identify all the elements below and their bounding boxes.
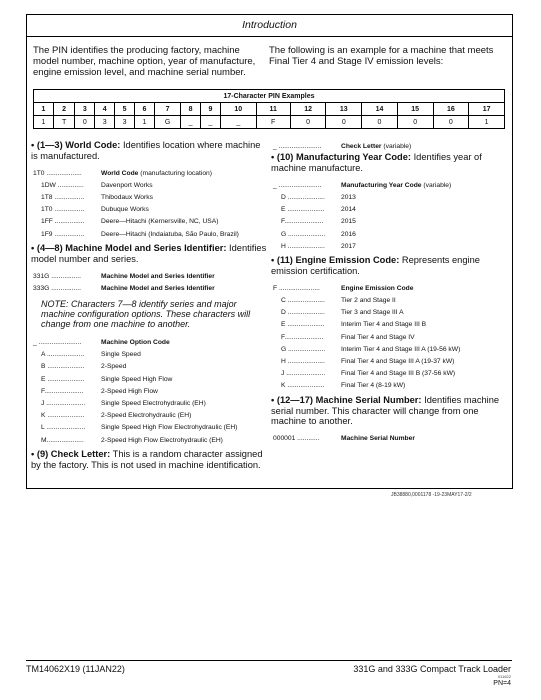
pin-cell: 3 — [95, 116, 115, 129]
code-key: K .................... — [41, 412, 85, 420]
code-value: Final Tier 4 and Stage III A (19-37 kW) — [341, 358, 455, 366]
code-row — [31, 179, 267, 191]
pin-example-row — [34, 116, 505, 129]
pin-cell: 12 — [290, 103, 326, 116]
year-section — [271, 152, 507, 173]
code-key: E .................... — [281, 321, 325, 329]
code-row — [31, 270, 267, 282]
year-code-head — [271, 179, 507, 191]
code-key: 331G ................ — [33, 272, 81, 280]
option-code-head — [31, 337, 267, 349]
code-value: Deere—Hitachi (Kernersville, NC, USA) — [101, 218, 219, 226]
pin-cell: 5 — [115, 103, 135, 116]
code-value: Tier 2 and Stage II — [341, 297, 396, 305]
year-title: (10) Manufacturing Year Code: — [276, 152, 412, 163]
code-row — [31, 204, 267, 216]
bullet: • — [31, 243, 35, 254]
code-value: World Code (manufacturing location) — [101, 169, 213, 177]
code-value: Interim Tier 4 and Stage III B — [341, 321, 427, 329]
code-row — [271, 216, 507, 228]
code-key: 1FF ................ — [41, 218, 85, 226]
code-row — [31, 410, 267, 422]
code-key: E .................... — [281, 206, 325, 214]
code-value: Single Speed — [101, 351, 141, 359]
check-letter-title: (9) Check Letter: — [36, 449, 111, 460]
footer-page-number: PN=4 — [493, 680, 511, 687]
pin-cell: 0 — [433, 116, 469, 129]
code-row — [31, 216, 267, 228]
model-text: Identifies model number and series. — [31, 243, 267, 264]
code-row — [31, 373, 267, 385]
world-code-list — [31, 179, 267, 240]
code-key: B .................... — [41, 363, 85, 371]
code-key: M.................... — [41, 436, 84, 444]
intro-right-text: The following is an example for a machine that meets Final Tier 4 and Stage IV emission levels: — [269, 45, 494, 67]
code-value: Machine Option Code — [101, 339, 170, 347]
code-key: D .................... — [281, 193, 325, 201]
pin-cell: 0 — [362, 116, 398, 129]
code-value: 2016 — [341, 230, 356, 238]
code-key: F..................... — [41, 387, 84, 395]
code-key: C .................... — [281, 297, 325, 305]
pin-position-row — [34, 103, 505, 116]
code-key: 1T0 ................... — [33, 169, 82, 177]
code-row — [31, 191, 267, 203]
engine-title: (11) Engine Emission Code: — [276, 255, 400, 266]
code-key: J ..................... — [281, 370, 326, 378]
engine-section — [271, 255, 507, 276]
pin-cell: _ — [201, 116, 221, 129]
pin-cell: 11 — [256, 103, 290, 116]
intro-left-text: The PIN identifies the producing factory, machine model number, machine option, year of manufacture, engine emission level, and machine serial number. — [33, 45, 256, 78]
pin-cell: 8 — [181, 103, 201, 116]
code-value: Single Speed High Flow Electrohydraulic (EH) — [101, 424, 238, 432]
reference-code: JB38880,0001178 -19-23MAY17-2/2 — [391, 492, 472, 498]
code-row — [271, 343, 507, 355]
code-key: 1T8 ................ — [41, 193, 85, 201]
right-column — [271, 140, 507, 445]
code-value: 2-Speed High Flow — [101, 387, 158, 395]
code-row — [271, 368, 507, 380]
pin-cell: 14 — [362, 103, 398, 116]
pin-cell: 3 — [75, 103, 95, 116]
code-value: Machine Serial Number — [341, 435, 415, 443]
pin-cell: 0 — [326, 116, 362, 129]
code-key: 1T0 ................ — [41, 206, 85, 214]
pin-cell: 15 — [397, 103, 433, 116]
engine-text: Represents engine emission certification. — [271, 255, 480, 276]
year-text: Identifies year of machine manufacture. — [271, 152, 482, 173]
page-header: Introduction — [27, 15, 512, 37]
code-key: 333G ................ — [33, 284, 81, 292]
code-row — [271, 228, 507, 240]
pin-cell: G — [154, 116, 180, 129]
code-value: 2-Speed High Flow Electrohydraulic (EH) — [101, 436, 223, 444]
code-value: Single Speed High Flow — [101, 375, 173, 383]
code-value: Davenport Works — [101, 181, 153, 189]
pin-table-caption: 17-Character PIN Examples — [34, 90, 505, 103]
code-value: Deere—Hitachi (Indaiatuba, São Paulo, Brazil) — [101, 230, 239, 238]
code-value: Tier 3 and Stage III A — [341, 309, 404, 317]
content-frame — [26, 14, 513, 498]
code-value: Engine Emission Code — [341, 284, 414, 292]
code-row — [271, 331, 507, 343]
code-value: Machine Model and Series Identifier — [101, 284, 215, 292]
pin-cell: T — [53, 116, 74, 129]
model-code-list — [31, 270, 267, 294]
pin-cell: _ — [220, 116, 256, 129]
check-letter-section — [31, 449, 267, 470]
code-value: 2-Speed Electrohydraulic (EH) — [101, 412, 192, 420]
code-key: 1DW .............. — [41, 181, 84, 189]
code-key: F..................... — [281, 218, 324, 226]
model-title: (4—8) Machine Model and Series Identifier: — [36, 243, 227, 254]
bullet: • — [271, 395, 275, 405]
pin-cell: F — [256, 116, 290, 129]
code-value: Check Letter (variable) — [341, 142, 412, 150]
code-key: H .................... — [281, 358, 325, 366]
pin-cell: 1 — [469, 116, 505, 129]
engine-code-list — [271, 295, 507, 393]
pin-cell: 3 — [115, 116, 135, 129]
bullet: • — [271, 255, 275, 266]
code-row — [271, 295, 507, 307]
code-row — [31, 228, 267, 240]
pin-cell: 7 — [154, 103, 180, 116]
pin-cell: _ — [181, 116, 201, 129]
code-key: G .................... — [281, 345, 326, 353]
model-section — [31, 243, 267, 264]
world-code-text: Identifies location where machine is manufactured. — [31, 140, 261, 161]
code-row — [31, 385, 267, 397]
code-value: Final Tier 4 and Stage III B (37-56 kW) — [341, 370, 456, 378]
code-key: 000001 ............ — [273, 435, 320, 443]
code-value: Dubuque Works — [101, 206, 149, 214]
code-row — [271, 380, 507, 392]
world-code-title: (1—3) World Code: — [36, 140, 121, 150]
code-value: 2-Speed — [101, 363, 127, 371]
code-key: F ...................... — [273, 284, 320, 292]
code-key: F..................... — [281, 333, 324, 341]
code-row — [31, 422, 267, 434]
pin-cell: 1 — [34, 103, 54, 116]
code-value: 2014 — [341, 206, 356, 214]
code-key: J ..................... — [41, 400, 86, 408]
code-row — [31, 282, 267, 294]
code-row — [271, 307, 507, 319]
engine-code-head — [271, 282, 507, 294]
pin-cell: 6 — [135, 103, 155, 116]
code-row — [271, 319, 507, 331]
code-row — [31, 434, 267, 446]
code-row — [271, 355, 507, 367]
code-value: Machine Model and Series Identifier — [101, 272, 215, 280]
code-row — [31, 349, 267, 361]
footer-rule — [26, 660, 512, 661]
pin-cell: 1 — [135, 116, 155, 129]
code-key: _ ....................... — [273, 181, 322, 189]
code-key: L ..................... — [41, 424, 86, 432]
code-row — [271, 191, 507, 203]
bullet: • — [31, 449, 35, 460]
code-value: Manufacturing Year Code (variable) — [341, 181, 452, 189]
footer-doc-id: TM14062X19 (11JAN22) — [26, 664, 125, 674]
code-value: Interim Tier 4 and Stage III A (19-56 kW) — [341, 345, 461, 353]
world-code-head — [31, 167, 267, 179]
code-row — [31, 397, 267, 409]
code-value: 2013 — [341, 193, 356, 201]
code-value: 2017 — [341, 242, 356, 250]
left-column — [31, 140, 267, 476]
code-row — [271, 240, 507, 252]
code-key: E .................... — [41, 375, 85, 383]
check-letter-head — [271, 140, 507, 152]
serial-title: (12—17) Machine Serial Number: — [276, 395, 422, 405]
pin-cell: 13 — [326, 103, 362, 116]
option-code-list — [31, 349, 267, 447]
code-key: G .................... — [281, 230, 326, 238]
check-letter-text: This is a random character assigned by the factory. This is not used in machine identification. — [31, 449, 263, 470]
code-value: Single Speed Electrohydraulic (EH) — [101, 400, 206, 408]
pin-cell: 10 — [220, 103, 256, 116]
model-note: NOTE: Characters 7—8 identify series and major machine configuration options. These characters will change from one machine to another. — [41, 298, 251, 329]
code-value: 2015 — [341, 218, 356, 226]
pin-cell: 1 — [34, 116, 54, 129]
code-value: Final Tier 4 and Stage IV — [341, 333, 415, 341]
world-code-section — [31, 140, 267, 161]
code-key: 1F9 ................ — [41, 230, 85, 238]
pin-cell: 0 — [290, 116, 326, 129]
footer-date-code: 011622 — [497, 674, 511, 679]
serial-code-head — [271, 433, 507, 445]
code-key: _ ....................... — [33, 339, 82, 347]
year-code-list — [271, 191, 507, 252]
bullet: • — [271, 152, 275, 163]
pin-cell: 2 — [53, 103, 74, 116]
code-row — [271, 204, 507, 216]
pin-cell: 16 — [433, 103, 469, 116]
pin-example-table — [33, 89, 505, 129]
serial-text: Identifies machine serial number. This character will change from one machine to another. — [271, 395, 500, 426]
serial-section — [271, 395, 507, 427]
code-key: A .................... — [41, 351, 85, 359]
pin-cell: 0 — [75, 116, 95, 129]
code-key: H .................... — [281, 242, 325, 250]
code-key: D .................... — [281, 309, 325, 317]
pin-cell: 4 — [95, 103, 115, 116]
pin-cell: 9 — [201, 103, 221, 116]
code-value: Thibodaux Works — [101, 193, 153, 201]
footer-title: 331G and 333G Compact Track Loader — [353, 664, 511, 674]
pin-cell: 17 — [469, 103, 505, 116]
code-key: K .................... — [281, 382, 325, 390]
code-row — [31, 361, 267, 373]
pin-cell: 0 — [397, 116, 433, 129]
code-value: Final Tier 4 (8-19 kW) — [341, 382, 406, 390]
code-key: _ ....................... — [273, 142, 322, 150]
bullet: • — [31, 140, 35, 150]
